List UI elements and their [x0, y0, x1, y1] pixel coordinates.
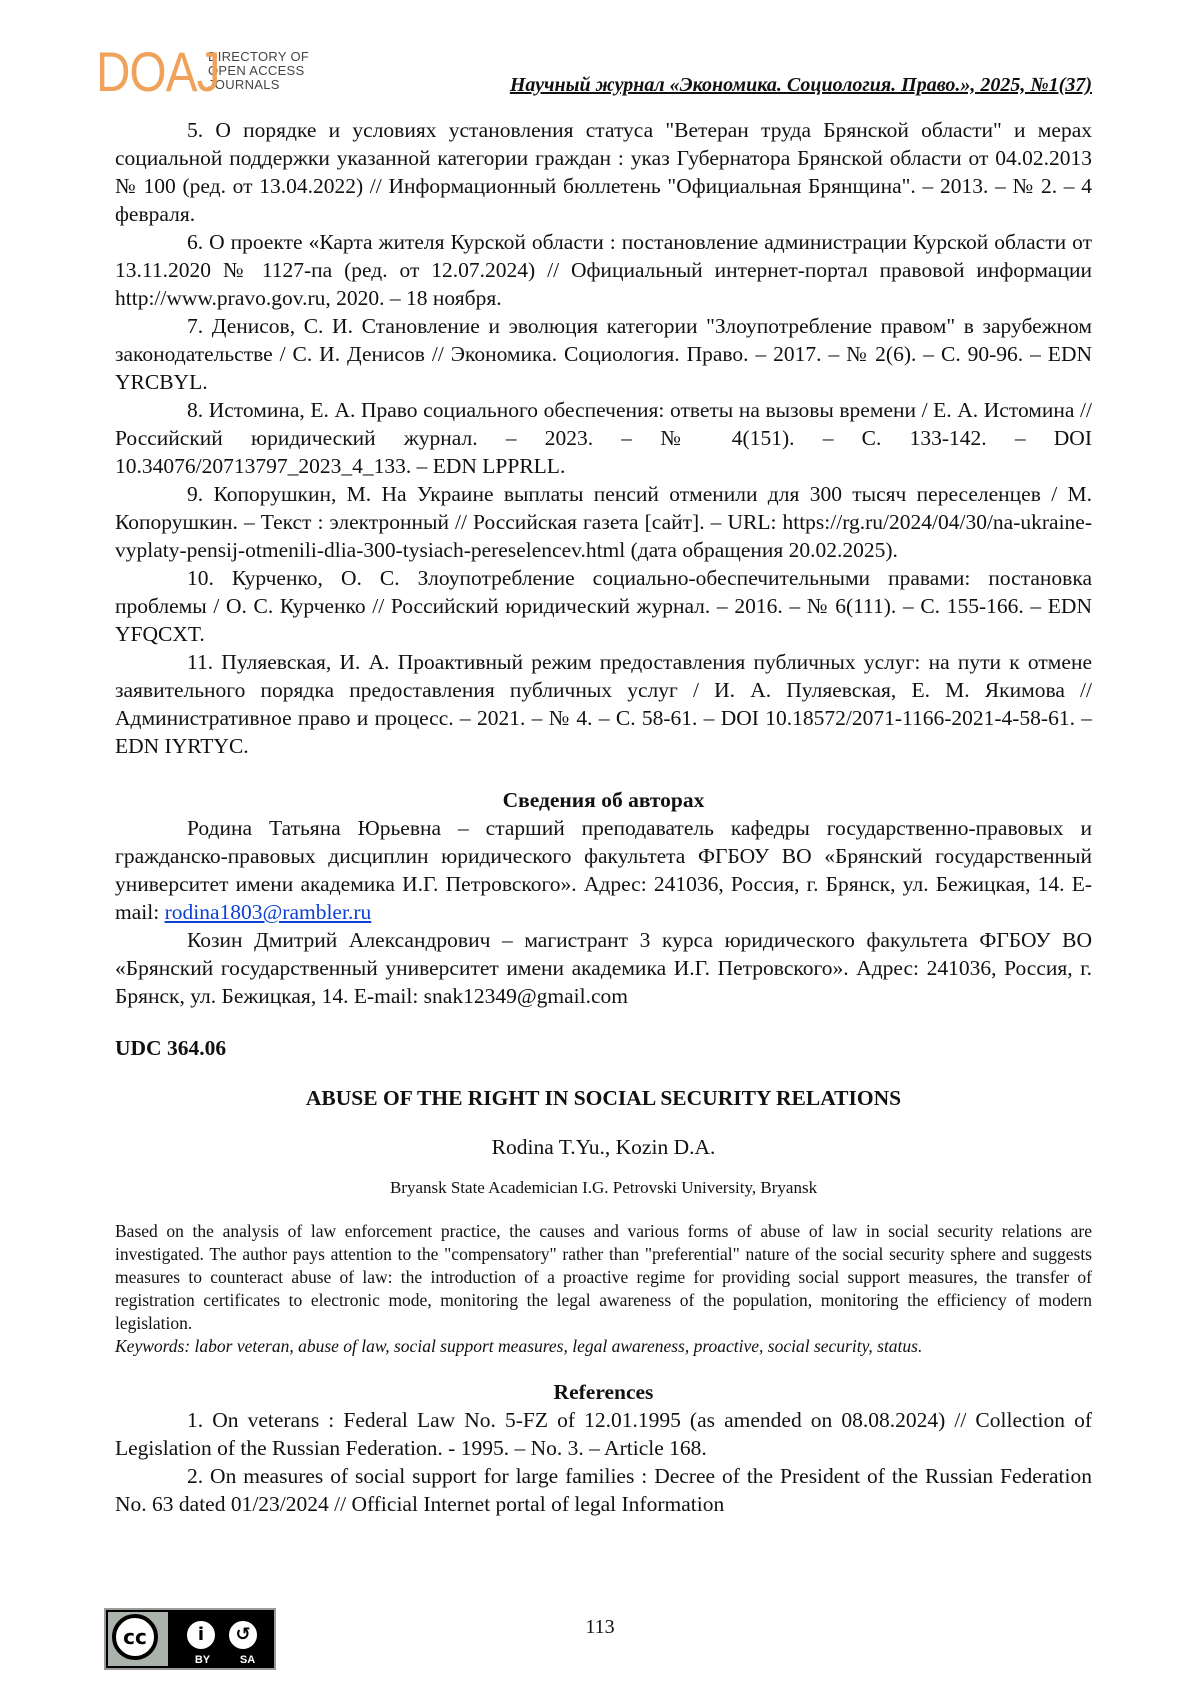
doaj-logo: [96, 40, 310, 103]
reference-item-en: 2. On measures of social support for large families : Decree of the President of the Russian Federation No. 63 dated 01/23/2024 // Official Internet portal of legal Information: [115, 1464, 1092, 1516]
article-affiliation-en: Bryansk State Academician I.G. Petrovski University, Bryansk: [389, 1178, 818, 1197]
cc-sa-label: SA: [239, 1654, 256, 1666]
author-info-1: Родина Татьяна Юрьевна – старший преподаватель кафедры государственно-правовых и гражданско-правовых дисциплин юридического факультета ФГБОУ ВО «Брянский государственный университет имени академика И.Г. Петровского». Адрес: 241036, Россия, г. Брянск, ул. Бежицкая, 14. E-mail: rodina1803@rambler.ru: [115, 816, 1092, 924]
authors-section-title: Сведения об авторах: [502, 788, 705, 812]
keywords-en: Keywords: labor veteran, abuse of law, social support measures, legal awareness, proactive, social security, status.: [115, 1336, 923, 1356]
author-info-2: Козин Дмитрий Александрович – магистрант 3 курса юридического факультета ФГБОУ ВО «Брянский государственный университет имени академика И.Г. Петровского». Адрес: 241036, Россия, г. Брянск, ул. Бежицкая, 14. E-mail: snak12349@gmail.com: [115, 928, 1092, 1008]
article-title-en: ABUSE OF THE RIGHT IN SOCIAL SECURITY RELATIONS: [305, 1086, 902, 1110]
page-number: 113: [585, 1616, 615, 1638]
reference-item-en: 1. On veterans : Federal Law No. 5-FZ of 12.01.1995 (as amended on 08.08.2024) // Collection of Legislation of the Russian Federation. - 1995. – No. 3. – Article 168.: [115, 1408, 1092, 1460]
share-alike-icon: ↺: [226, 1618, 260, 1652]
udc-code: UDC 364.06: [115, 1036, 227, 1060]
reference-item: 5. О порядке и условиях установления статуса "Ветеран труда Брянской области" и мерах социальной поддержки указанной категории граждан : указ Губернатора Брянской области от 04.02.2013 № 100 (ред. от 13.04.2022) // Информационный бюллетень "Официальная Брянщина". – 2013. – № 2. – 4 февраля.: [115, 118, 1092, 226]
doaj-logo-letters: DOAJ: [96, 40, 220, 103]
cc-by-label: BY: [194, 1654, 211, 1666]
person-icon: i: [184, 1618, 218, 1652]
reference-item: 10. Курченко, О. С. Злоупотребление социально-обеспечительными правами: постановка проблемы / О. С. Курченко // Российский юридический журнал. – 2016. – № 6(111). – С. 155-166. – EDN YFQCXT.: [115, 566, 1092, 646]
reference-item: 8. Истомина, Е. А. Право социального обеспечения: ответы на вызовы времени / Е. А. Истомина // Российский юридический журнал. – 2023. – № 4(151). – С. 133-142. – DOI 10.34076/20713797_2023_4_133. – EDN LPPRLL.: [115, 398, 1092, 478]
reference-item: 9. Копорушкин, М. На Украине выплаты пенсий отменили для 300 тысяч переселенцев / М. Копорушкин. – Текст : электронный // Российская газета [сайт]. – URL: https://rg.ru/2024/04/30/na-ukraine-vyplaty-pensij-otmenili-dlia-300-tysiach-pereselencev.html (дата обращения 20.02.2025).: [115, 482, 1092, 562]
references-list-ru: [115, 116, 1092, 760]
journal-running-header: Научный журнал «Экономика. Социология. Право.», 2025, №1(37): [509, 74, 1092, 96]
reference-item: 7. Денисов, С. И. Становление и эволюция категории "Злоупотребление правом" в зарубежном законодательстве / С. И. Денисов // Экономика. Социология. Право. – 2017. – № 2(6). – С. 90-96. – EDN YRCBYL.: [115, 314, 1092, 394]
article-authors-en: Rodina T.Yu., Kozin D.A.: [491, 1135, 716, 1159]
doaj-logo-subtitle: DIRECTORY OF OPEN ACCESS JOURNALS: [208, 49, 310, 92]
abstract-en: Based on the analysis of law enforcement practice, the causes and various forms of abuse of law in social security relations are investigated. The author pays attention to the "compensatory" rather than "preferential" nature of the social security sphere and suggests measures to counteract abuse of law: the introduction of a proactive regime for providing social support measures, the transfer of registration certificates to electronic mode, monitoring the legal awareness of the population, monitoring the efficiency of modern legislation.: [115, 1221, 1092, 1333]
author-email-link[interactable]: rodina1803@rambler.ru: [164, 900, 372, 924]
reference-item: 6. О проекте «Карта жителя Курской области : постановление администрации Курской области от 13.11.2020 № 1127-па (ред. от 12.07.2024) // Официальный интернет-портал правовой информации http://www.pravo.gov.ru, 2020. – 18 ноября.: [115, 230, 1092, 310]
cc-icon: cc: [112, 1614, 158, 1660]
reference-item: 11. Пуляевская, И. А. Проактивный режим предоставления публичных услуг: на пути к отмене заявительного порядка предоставления публичных услуг / И. А. Пуляевская, Е. М. Якимова // Административное право и процесс. – 2021. – № 4. – С. 58-61. – DOI 10.18572/2071-1166-2021-4-58-61. – EDN IYRTYC.: [115, 650, 1092, 758]
references-title-en: References: [553, 1380, 654, 1404]
page-content: [115, 116, 1092, 1518]
